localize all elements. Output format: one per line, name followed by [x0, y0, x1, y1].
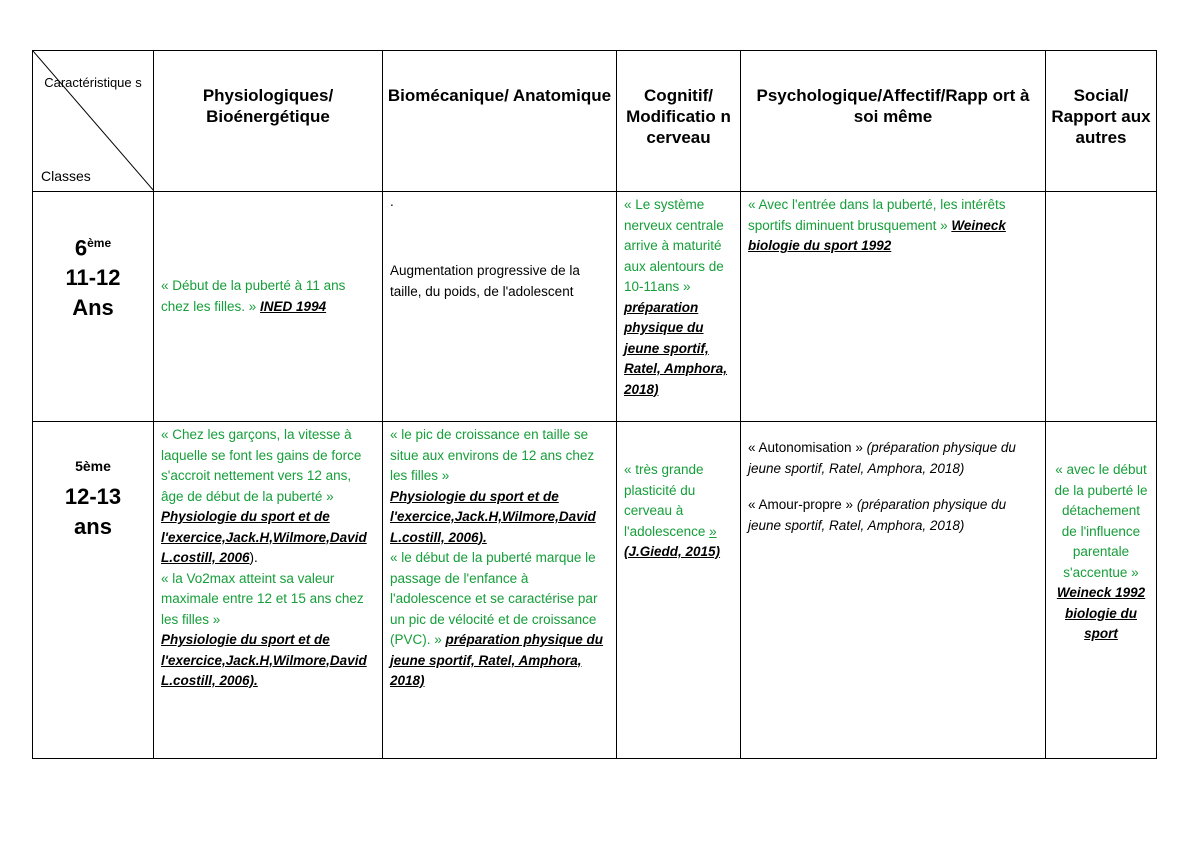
header-social: Social/ Rapport aux autres [1046, 51, 1157, 192]
cell-psychological: « Avec l'entrée dans la puberté, les intérêts sportifs diminuent brusquement » Weineck biologie du sport 1992 [741, 192, 1046, 422]
cell-psychological: « Autonomisation » (préparation physique du jeune sportif, Ratel, Amphora, 2018) « Amour-propre » (préparation physique du jeune sportif, Ratel, Amphora, 2018) [741, 422, 1046, 759]
cell-biomechanical: « le pic de croissance en taille se situe aux environs de 12 ans chez les filles » Physiologie du sport et de l'exercice,Jack.H,Wilmore,David L.costill, 2006). « le début de la puberté marque le passage de l'enfance à l'adolescence et se caractérise par un pic de vélocité et de croissance (PVC). » préparation physique du jeune sportif, Ratel, Amphora, 2018) [383, 422, 617, 759]
header-cognitive: Cognitif/ Modificatio n cerveau [617, 51, 741, 192]
table-row [33, 422, 1157, 759]
cell-physiological: « Chez les garçons, la vitesse à laquelle se font les gains de force s'accroit nettement vers 12 ans, âge de début de la puberté » Physiologie du sport et de l'exercice,Jack.H,Wilmore,David L.costill, 2006). « la Vo2max atteint sa valeur maximale entre 12 et 15 ans chez les filles » Physiologie du sport et de l'exercice,Jack.H,Wilmore,David L.costill, 2006). [154, 422, 383, 759]
header-row [33, 51, 1157, 192]
row-label-5eme: 5ème 12-13 ans [33, 422, 154, 759]
header-psychological: Psychologique/Affectif/Rapp ort à soi même [741, 51, 1046, 192]
table-row [33, 192, 1157, 422]
cell-biomechanical: . Augmentation progressive de la taille, du poids, de l'adolescent [383, 192, 617, 422]
corner-bottom-label: Classes [41, 168, 91, 184]
cell-physiological: « Début de la puberté à 11 ans chez les filles. » INED 1994 [154, 192, 383, 422]
header-biomechanical: Biomécanique/ Anatomique [383, 51, 617, 192]
cell-social [1046, 192, 1157, 422]
corner-top-label: Caractéristique s [44, 75, 142, 90]
corner-cell [33, 51, 154, 192]
row-label-6eme: 6ème 11-12 Ans [33, 192, 154, 422]
cell-social: « avec le début de la puberté le détachement de l'influence parentale s'accentue » Weineck 1992 biologie du sport [1046, 422, 1157, 759]
development-table [32, 50, 1157, 759]
cell-cognitive: « très grande plasticité du cerveau à l'adolescence » (J.Giedd, 2015) [617, 422, 741, 759]
cell-cognitive: « Le système nerveux centrale arrive à maturité aux alentours de 10-11ans » préparation physique du jeune sportif, Ratel, Amphora, 2018) [617, 192, 741, 422]
header-physiological: Physiologiques/ Bioénergétique [154, 51, 383, 192]
